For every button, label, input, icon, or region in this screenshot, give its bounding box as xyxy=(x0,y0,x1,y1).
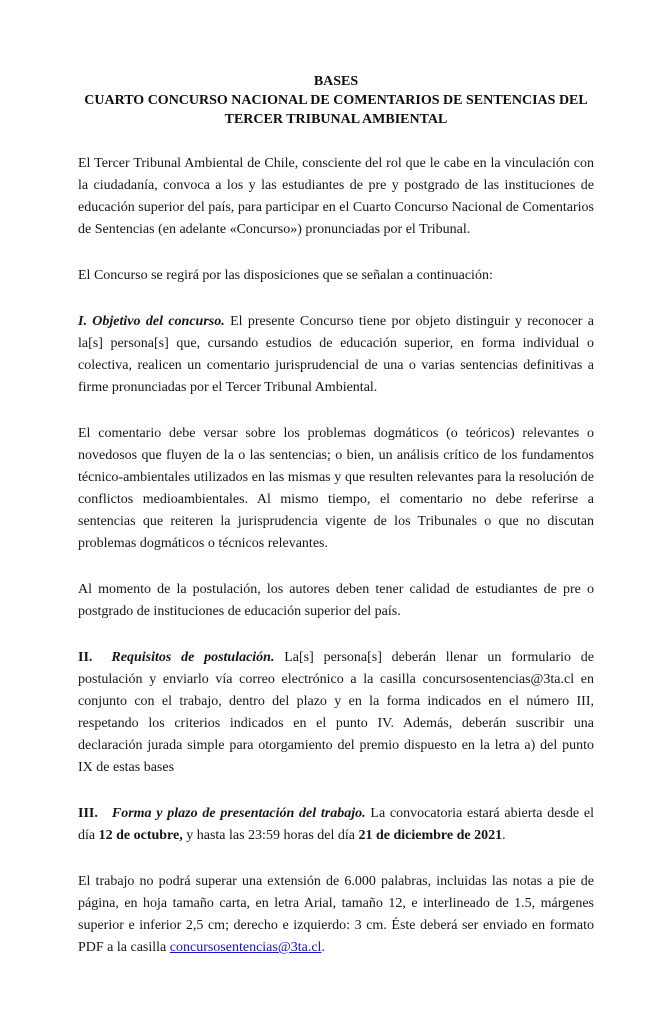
paragraph-momento-postulacion xyxy=(78,579,594,623)
paragraph-objetivo xyxy=(78,311,594,399)
paragraph-disposiciones xyxy=(78,265,594,287)
disposiciones-text: El Concurso se regirá por las disposiciones que se señalan a continuación: xyxy=(78,268,493,283)
momento-text: Al momento de la postulación, los autores deben tener calidad de estudiantes de pre o postgrado de instituciones de educación superior del país. xyxy=(78,582,594,619)
tab-spacer xyxy=(92,660,111,661)
requisitos-heading: Requisitos de postulación. xyxy=(111,650,275,665)
forma-plazo-number: III. xyxy=(78,806,98,821)
paragraph-formato-trabajo xyxy=(78,871,594,959)
paragraph-forma-plazo xyxy=(78,803,594,847)
formato-trabajo-period: . xyxy=(321,940,325,955)
fecha-cierre: 21 de diciembre de 2021 xyxy=(358,828,503,843)
objetivo-body: El presente Concurso tiene por objeto distinguir y reconocer a la[s] persona[s] que, cursando estudios de educación superior, en forma individual o colectiva, realicen un comentario jurisprudencial de una o varias sentencias definitivas a firme pronunciadas por el Tercer Tribunal Ambiental. xyxy=(78,314,594,395)
title-line-tribunal: TERCER TRIBUNAL AMBIENTAL xyxy=(224,112,448,127)
title-line-bases: BASES xyxy=(313,74,359,89)
forma-plazo-body-1: La convocatoria estará abierta desde el día xyxy=(78,806,594,843)
comentario-text: El comentario debe versar sobre los problemas dogmáticos (o teóricos) relevantes o novedosos que fluyen de la o las sentencias; o bien, un análisis crítico de los fundamentos técnico-ambientales utilizados en las mismas y que resulten relevantes para la resolución de conflictos medioambientales. Al mismo tiempo, el comentario no debe referirse a sentencias que reiteren la jurisprudencia vigente de los Tribunales o que no discutan problemas dogmáticos o técnicos relevantes. xyxy=(78,426,594,551)
intro-text: El Tercer Tribunal Ambiental de Chile, consciente del rol que le cabe en la vinculación con la ciudadanía, convoca a los y las estudiantes de pre y postgrado de las instituciones de educación superior del país, para participar en el Cuarto Concurso Nacional de Comentarios de Sentencias (en adelante «Concurso») pronunciadas por el Tribunal. xyxy=(78,156,594,237)
fecha-inicio: 12 de octubre, xyxy=(98,828,183,843)
paragraph-intro xyxy=(78,153,594,241)
forma-plazo-heading: Forma y plazo de presentación del trabajo. xyxy=(111,806,366,821)
formato-trabajo-body: El trabajo no podrá superar una extensión de 6.000 palabras, incluidas las notas a pie de página, en hoja tamaño carta, en letra Arial, tamaño 12, e interlineado de 1.5, márgenes superior e inferior 2,5 cm; derecho e izquierdo: 3 cm. Éste deberá ser enviado en formato PDF a la casilla xyxy=(78,874,594,955)
forma-plazo-body-2: y hasta las 23:59 horas del día xyxy=(182,828,359,843)
forma-plazo-body-3: . xyxy=(502,828,506,843)
paragraph-comentario xyxy=(78,423,594,555)
email-link[interactable]: concursosentencias@3ta.cl xyxy=(169,940,322,955)
requisitos-number: II. xyxy=(78,650,93,665)
objetivo-heading: I. Objetivo del concurso. xyxy=(78,314,225,329)
title-line-concurso: CUARTO CONCURSO NACIONAL DE COMENTARIOS DE SENTENCIAS DEL xyxy=(84,93,588,108)
document-title xyxy=(78,72,594,129)
tab-spacer xyxy=(98,816,112,817)
requisitos-body: La[s] persona[s] deberán llenar un formulario de postulación y enviarlo vía correo electrónico a la casilla concursosentencias@3ta.cl en conjunto con el trabajo, dentro del plazo y en la forma indicados en el número III, respetando los criterios indicados en el punto IV. Además, deberán suscribir una declaración jurada simple para otorgamiento del premio dispuesto en la letra a) del punto IX de estas bases xyxy=(78,650,594,775)
paragraph-requisitos xyxy=(78,647,594,779)
